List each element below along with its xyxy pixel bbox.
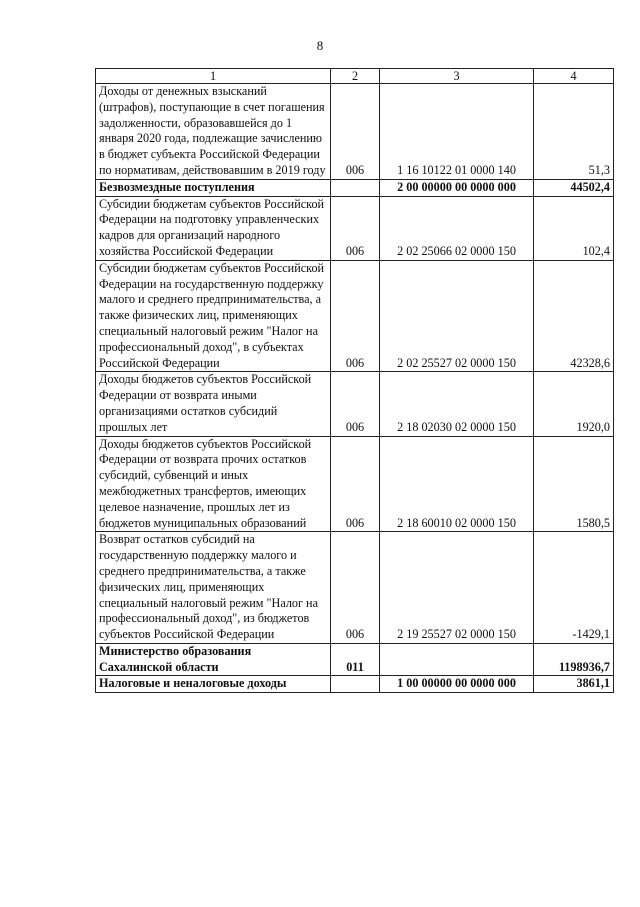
row-amount: -1429,1 bbox=[534, 532, 614, 644]
row-amount: 51,3 bbox=[534, 84, 614, 180]
row-name: Возврат остатков субсидий на государственную поддержку малого и среднего предпринимательства, а также физических лиц, применяющих специальный налоговый режим "Налог на профессиональный доход", из бюджетов субъектов Российской Федерации bbox=[96, 532, 331, 644]
row-admin-code: 006 bbox=[331, 436, 380, 532]
table-body bbox=[96, 84, 614, 693]
row-amount: 44502,4 bbox=[534, 179, 614, 196]
table-row bbox=[96, 372, 614, 436]
table-row bbox=[96, 532, 614, 644]
table-row bbox=[96, 179, 614, 196]
row-admin-code bbox=[331, 179, 380, 196]
table-row bbox=[96, 260, 614, 372]
table-row bbox=[96, 436, 614, 532]
row-admin-code: 006 bbox=[331, 260, 380, 372]
row-budget-code: 2 00 00000 00 0000 000 bbox=[380, 179, 534, 196]
row-name: Субсидии бюджетам субъектов Российской Федерации на государственную поддержку малого и среднего предпринимательства, а также физических лиц, применяющих специальный налоговый режим "Налог на профессиональный доход", в субъектах Российской Федерации bbox=[96, 260, 331, 372]
table-row bbox=[96, 676, 614, 693]
row-admin-code: 006 bbox=[331, 532, 380, 644]
row-name: Безвозмездные поступления bbox=[96, 179, 331, 196]
row-budget-code: 2 02 25066 02 0000 150 bbox=[380, 196, 534, 260]
revenue-table bbox=[95, 68, 614, 693]
row-name: Доходы от денежных взысканий (штрафов), поступающие в счет погашения задолженности, образовавшейся до 1 января 2020 года, подлежащие зачислению в бюджет субъекта Российской Федерации по нормативам, действовавшим в 2019 году bbox=[96, 84, 331, 180]
row-budget-code: 2 19 25527 02 0000 150 bbox=[380, 532, 534, 644]
page-number: 8 bbox=[316, 38, 324, 53]
table-row bbox=[96, 643, 614, 676]
row-amount: 102,4 bbox=[534, 196, 614, 260]
row-admin-code: 006 bbox=[331, 372, 380, 436]
header-col-4: 4 bbox=[534, 69, 614, 84]
header-col-3: 3 bbox=[380, 69, 534, 84]
row-amount: 1198936,7 bbox=[534, 643, 614, 676]
row-name: Доходы бюджетов субъектов Российской Федерации от возврата прочих остатков субсидий, субвенций и иных межбюджетных трансфертов, имеющих целевое назначение, прошлых лет из бюджетов муниципальных образований bbox=[96, 436, 331, 532]
row-admin-code bbox=[331, 676, 380, 693]
header-col-1: 1 bbox=[96, 69, 331, 84]
row-admin-code: 006 bbox=[331, 196, 380, 260]
row-budget-code bbox=[380, 643, 534, 676]
row-name: Доходы бюджетов субъектов Российской Федерации от возврата иными организациями остатков субсидий прошлых лет bbox=[96, 372, 331, 436]
row-amount: 42328,6 bbox=[534, 260, 614, 372]
table-row bbox=[96, 84, 614, 180]
row-amount: 3861,1 bbox=[534, 676, 614, 693]
row-budget-code: 2 18 02030 02 0000 150 bbox=[380, 372, 534, 436]
row-budget-code: 1 00 00000 00 0000 000 bbox=[380, 676, 534, 693]
row-budget-code: 2 02 25527 02 0000 150 bbox=[380, 260, 534, 372]
row-amount: 1580,5 bbox=[534, 436, 614, 532]
row-budget-code: 2 18 60010 02 0000 150 bbox=[380, 436, 534, 532]
row-admin-code: 006 bbox=[331, 84, 380, 180]
row-name: Налоговые и неналоговые доходы bbox=[96, 676, 331, 693]
table-row bbox=[96, 196, 614, 260]
row-budget-code: 1 16 10122 01 0000 140 bbox=[380, 84, 534, 180]
row-name: Субсидии бюджетам субъектов Российской Федерации на подготовку управленческих кадров для организаций народного хозяйства Российской Федерации bbox=[96, 196, 331, 260]
header-col-2: 2 bbox=[331, 69, 380, 84]
row-admin-code: 011 bbox=[331, 643, 380, 676]
table-header-row bbox=[96, 69, 614, 84]
row-amount: 1920,0 bbox=[534, 372, 614, 436]
row-name: Министерство образования Сахалинской области bbox=[96, 643, 331, 676]
